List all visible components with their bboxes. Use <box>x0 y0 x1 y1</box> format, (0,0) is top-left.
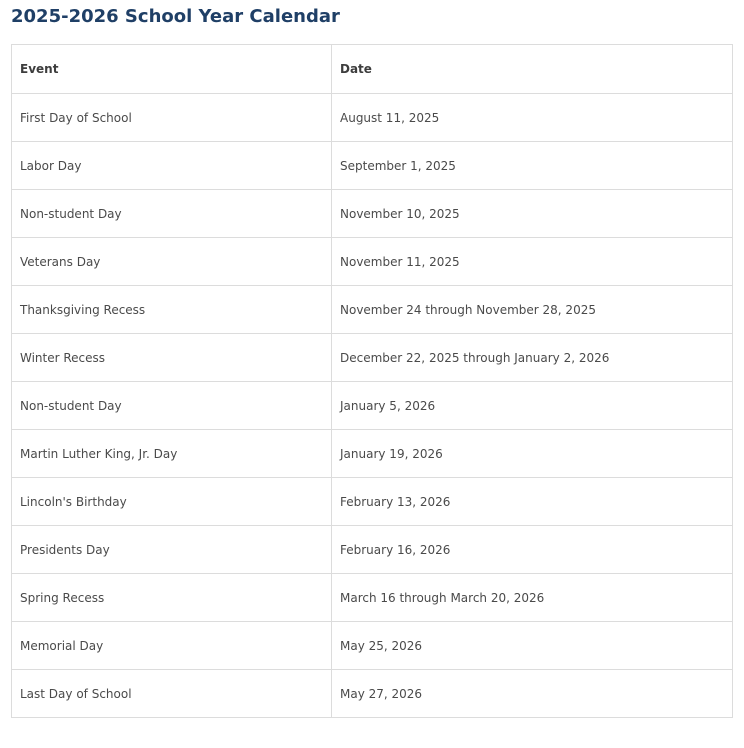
table-row <box>12 478 733 526</box>
table-row <box>12 238 733 286</box>
date-cell: September 1, 2025 <box>332 142 733 190</box>
event-cell: Spring Recess <box>12 574 332 622</box>
event-cell: Thanksgiving Recess <box>12 286 332 334</box>
date-cell: February 16, 2026 <box>332 526 733 574</box>
table-row <box>12 190 733 238</box>
column-header-event: Event <box>12 45 332 94</box>
calendar-table <box>11 44 733 718</box>
table-row <box>12 142 733 190</box>
table-row <box>12 94 733 142</box>
date-cell: January 19, 2026 <box>332 430 733 478</box>
date-cell: May 27, 2026 <box>332 670 733 718</box>
event-cell: Memorial Day <box>12 622 332 670</box>
event-cell: Non-student Day <box>12 190 332 238</box>
date-cell: January 5, 2026 <box>332 382 733 430</box>
date-cell: November 24 through November 28, 2025 <box>332 286 733 334</box>
event-cell: Non-student Day <box>12 382 332 430</box>
event-cell: Martin Luther King, Jr. Day <box>12 430 332 478</box>
date-cell: March 16 through March 20, 2026 <box>332 574 733 622</box>
date-cell: December 22, 2025 through January 2, 2026 <box>332 334 733 382</box>
table-row <box>12 622 733 670</box>
event-cell: Last Day of School <box>12 670 332 718</box>
event-cell: Winter Recess <box>12 334 332 382</box>
event-cell: Labor Day <box>12 142 332 190</box>
event-cell: Veterans Day <box>12 238 332 286</box>
table-row <box>12 526 733 574</box>
table-row <box>12 574 733 622</box>
table-row <box>12 382 733 430</box>
table-row <box>12 670 733 718</box>
event-cell: Lincoln's Birthday <box>12 478 332 526</box>
page-title: 2025-2026 School Year Calendar <box>11 6 340 27</box>
table-header-row <box>12 45 733 94</box>
event-cell: Presidents Day <box>12 526 332 574</box>
table-row <box>12 430 733 478</box>
column-header-date: Date <box>332 45 733 94</box>
date-cell: November 10, 2025 <box>332 190 733 238</box>
table-row <box>12 334 733 382</box>
table-row <box>12 286 733 334</box>
date-cell: November 11, 2025 <box>332 238 733 286</box>
date-cell: February 13, 2026 <box>332 478 733 526</box>
event-cell: First Day of School <box>12 94 332 142</box>
date-cell: May 25, 2026 <box>332 622 733 670</box>
date-cell: August 11, 2025 <box>332 94 733 142</box>
